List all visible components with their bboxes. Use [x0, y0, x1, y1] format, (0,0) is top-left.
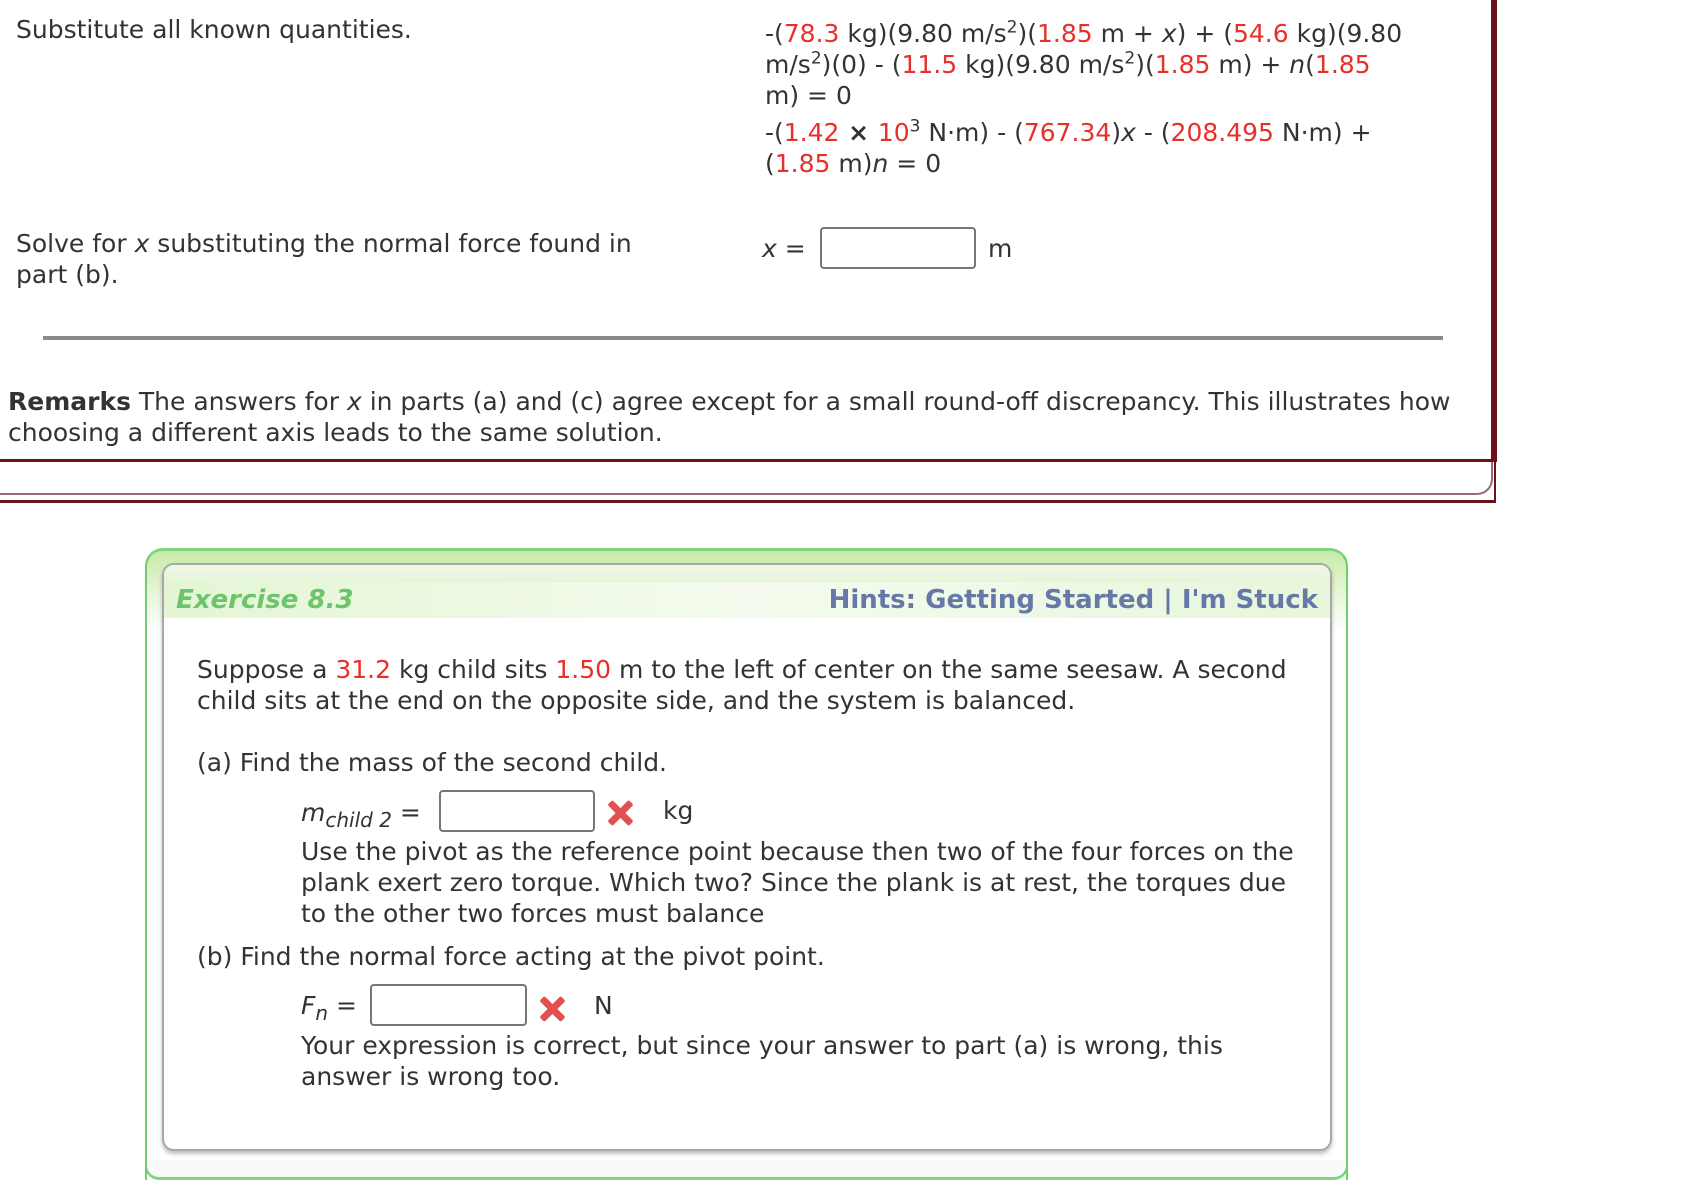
step-solve-label: Solve for x substituting the normal force found in part (b). — [16, 229, 632, 289]
equation-line: -(78.3 kg)(9.80 $m/s^2)(1.85$ m + x) + (54.6 kg)(9.80 — [765, 17, 1403, 48]
part-b-feedback: Your expression is correct, but since your answer to part (a) is wrong, this answer is wrong too. — [301, 1031, 1223, 1091]
mass-value: 31.2 — [335, 655, 392, 684]
x-answer-input[interactable] — [820, 227, 976, 269]
mass-child2-input[interactable] — [439, 790, 595, 832]
equation-line: (1.85 m)n = 0 — [765, 149, 942, 178]
exercise-title: Exercise 8.3 — [176, 585, 354, 615]
part-b-unit: N — [594, 991, 613, 1020]
part-a-unit: kg — [663, 796, 694, 825]
section-divider — [43, 336, 1443, 340]
remarks-heading: Remarks — [8, 387, 131, 416]
part-b-variable: $F_n$ = — [301, 991, 357, 1025]
remarks: Remarks The answers for x in parts (a) and (c) agree except for a small round-off discrepancy. This illustrates how choosing a different axis leads to the same solution. — [8, 387, 1451, 447]
part-a-feedback: Use the pivot as the reference point because then two of the four forces on the plank exert zero torque. Which two? Since the plank is at rest, the torques due to the other two forces must balance — [301, 837, 1294, 928]
hints-bar — [829, 582, 1318, 618]
equation-line: $-(1.42 \times 10^3$ N·m) - (767.34)x - (208.495 N·m) + — [765, 116, 1372, 147]
hints-label: Hints: — [828, 585, 926, 615]
hint-separator: | — [1154, 585, 1182, 615]
equation-line: m) = 0 — [765, 81, 852, 110]
distance-value: 1.50 — [555, 655, 612, 684]
hint-stuck-link[interactable]: I'm Stuck — [1181, 585, 1318, 615]
problem-statement: Suppose a 31.2 kg child sits 1.50 m to the left of center on the same seesaw. A second child sits at the end on the opposite side, and the system is balanced. — [197, 655, 1287, 715]
solve-x-row — [762, 233, 806, 264]
example-frame-outer-bottom — [0, 462, 1496, 503]
part-a-variable: $m_{child 2}$ = — [301, 798, 421, 832]
hint-getting-started-link[interactable]: Getting Started — [925, 585, 1155, 615]
example-frame-border-right — [1491, 0, 1497, 462]
variable-x: x — [762, 234, 777, 263]
part-a-question: (a) Find the mass of the second child. — [197, 748, 668, 777]
exercise-box-bottom — [145, 1160, 1348, 1180]
step-substitute-label: Substitute all known quantities. — [16, 15, 412, 44]
incorrect-x-icon — [539, 996, 565, 1022]
part-b-question: (b) Find the normal force acting at the pivot point. — [197, 942, 825, 971]
incorrect-x-icon — [607, 800, 633, 826]
step-substitute-equation — [765, 18, 1485, 179]
x-unit: m — [988, 234, 1013, 263]
equation-line: $m/s^2)(0) - (11.5$ kg)(9.80 $m/s^2)(1.85$ m) + n(1.85 — [765, 48, 1371, 79]
normal-force-input[interactable] — [370, 984, 527, 1026]
example-frame-divider — [0, 459, 1497, 462]
equals-sign: = — [784, 234, 806, 263]
